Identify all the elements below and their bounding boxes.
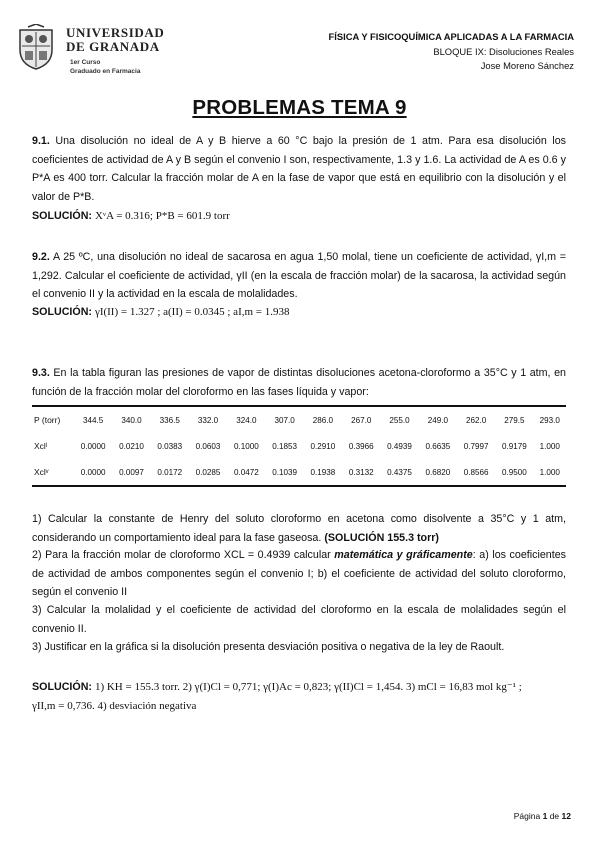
- table-cell: 262.0: [457, 406, 495, 433]
- table-cell: 340.0: [112, 406, 150, 433]
- table-cell: 0.7997: [463, 441, 489, 451]
- table-cell: 0.9500: [495, 459, 533, 486]
- vapor-pressure-table: [32, 405, 566, 487]
- author-name: Jose Moreno Sánchez: [480, 60, 574, 71]
- page-of: de: [547, 811, 562, 821]
- problem-number: 9.1.: [32, 135, 50, 147]
- solution-line1: 1) KH = 155.3 torr. 2) γ(I)Cl = 0,771; γ(I)Ac = 0,823; γ(II)Cl = 1,454. 3) mCl = 16,83 mol kg⁻¹ ;: [94, 681, 522, 693]
- page-number: 1: [542, 811, 548, 821]
- subject-title: FÍSICA Y FISICOQUÍMICA APLICADAS A LA FARMACIA: [328, 31, 574, 42]
- university-name: [66, 26, 164, 54]
- table-cell: 0.3132: [342, 459, 380, 486]
- table-cell: 0.1039: [265, 459, 303, 486]
- page-title: PROBLEMAS TEMA 9: [192, 96, 407, 119]
- table-cell: 0.0172: [151, 459, 189, 486]
- table-cell: 307.0: [265, 406, 303, 433]
- problem-number: 9.3.: [32, 367, 50, 379]
- row-header: Xclᵛ: [32, 459, 74, 486]
- row-header: P (torr): [32, 406, 74, 433]
- question-solution: (SOLUCIÓN 155.3 torr): [324, 531, 439, 544]
- table-cell: 293.0: [534, 406, 566, 433]
- table-cell: 255.0: [380, 406, 418, 433]
- solution-9-1: [32, 210, 230, 222]
- university-line2: DE GRANADA: [66, 39, 160, 54]
- table-row: [32, 459, 566, 486]
- question-text: 3) Justificar en la gráfica si la disolución presenta desviación positiva o negativa de la ley de Raoult.: [32, 641, 505, 653]
- table-cell: 332.0: [189, 406, 227, 433]
- table-cell: 0.6635: [425, 441, 451, 451]
- table-cell: 267.0: [342, 406, 380, 433]
- table-cell: 0.0472: [227, 459, 265, 486]
- solution-9-3: [32, 678, 566, 715]
- question-9-3-3: [32, 601, 566, 638]
- table-cell: 0.0383: [157, 441, 183, 451]
- question-text: 2) Para la fracción molar de cloroformo XCL = 0.4939 calcular: [32, 549, 335, 561]
- course-line1: 1er Curso: [70, 59, 101, 66]
- table-cell: 0.1938: [304, 459, 342, 486]
- table-cell: 0.1000: [233, 441, 259, 451]
- solution-label: SOLUCIÓN:: [32, 306, 92, 318]
- table-cell: 336.5: [151, 406, 189, 433]
- question-9-3-2: [32, 546, 566, 602]
- table-cell: 0.9179: [502, 441, 527, 451]
- table-cell: 0.0097: [112, 459, 150, 486]
- solution-label: SOLUCIÓN:: [32, 210, 92, 222]
- page-label: Página: [513, 811, 543, 821]
- table-row: [32, 406, 566, 433]
- table-cell: 1.000: [539, 441, 560, 451]
- solution-text: γI(II) = 1.327 ; a(II) = 0.0345 ; aI,m = 1.938: [94, 306, 290, 318]
- solution-label: SOLUCIÓN:: [32, 681, 92, 693]
- table-cell: 0.0603: [195, 441, 221, 451]
- table-cell: 0.8566: [457, 459, 495, 486]
- university-line1: UNIVERSIDAD: [66, 25, 165, 40]
- table-cell: 0.4939: [387, 441, 412, 451]
- table-cell: 0.4375: [380, 459, 418, 486]
- table-cell: 279.5: [495, 406, 533, 433]
- problem-text: A 25 ºC, una disolución no ideal de sacarosa en agua 1,50 molal, tiene un coeficiente de actividad, γI,m = 1,292. Calcular el coeficiente de actividad, γII (en la escala de fracción molar) de la sacarosa, la actividad según el convenio II y la actividad en la escala de molalidades.: [32, 251, 566, 300]
- page-total: 12: [561, 811, 571, 821]
- table-cell: 344.5: [74, 406, 112, 433]
- problem-9-1: [32, 132, 566, 206]
- university-crest-logo: [14, 24, 58, 70]
- row-header: Xclˡ: [34, 441, 48, 451]
- table-cell: 1.000: [534, 459, 566, 486]
- table-cell: 0.0285: [189, 459, 227, 486]
- problem-text: Una disolución no ideal de A y B hierve a 60 °C bajo la presión de 1 atm. Para esa disolución los coeficientes de actividad de A y B según el convenio I son, respectivamente, 1.3 y 1.6. La actividad de A es 0.6 y P*A es 400 torr. Calcular la fracción molar de A en la fase de vapor que está en equilibrio con la disolución y el valor de P*B.: [32, 135, 566, 203]
- table-cell: 249.0: [419, 406, 457, 433]
- problem-9-2: [32, 248, 566, 304]
- table-cell: 0.0210: [119, 441, 144, 451]
- question-text-cont: : a) los coeficientes de actividad de ambos componentes según el convenio I; b) el coeficiente de actividad del soluto cloroformo, según el convenio II: [32, 549, 566, 598]
- solution-text: XᵛA = 0.316; P*B = 601.9 torr: [94, 210, 230, 222]
- question-emphasis: matemática y gráficamente: [334, 549, 473, 561]
- problem-number: 9.2.: [32, 251, 50, 263]
- header-right: [329, 30, 575, 74]
- question-9-3-4: [32, 638, 566, 657]
- problem-9-3: [32, 364, 566, 401]
- course-info: [70, 58, 140, 76]
- problem-text: En la tabla figuran las presiones de vapor de distintas disoluciones acetona-cloroformo a 35°C y 1 atm, en función de la fracción molar del cloroformo en las fases líquida y vapor:: [32, 367, 566, 398]
- table-cell: 0.3966: [348, 441, 374, 451]
- question-text: 1) Calcular la constante de Henry del soluto cloroformo en acetona como disolvente a 35°C y 1 atm, considerando un comportamiento ideal para la fase gaseosa.: [32, 513, 566, 544]
- table-cell: 0.6820: [419, 459, 457, 486]
- course-line2: Graduado en Farmacia: [70, 68, 141, 75]
- table-cell: 0.0000: [74, 459, 112, 486]
- table-cell: 0.2910: [310, 441, 336, 451]
- table-cell: 0.1853: [272, 441, 298, 451]
- block-title: BLOQUE IX: Disoluciones Reales: [433, 45, 574, 57]
- solution-9-2: [32, 306, 290, 318]
- table-cell: 286.0: [304, 406, 342, 433]
- solution-line2: γII,m = 0,736. 4) desviación negativa: [32, 699, 197, 712]
- table-cell: 0.0000: [80, 441, 106, 451]
- question-9-3-1: [32, 510, 566, 547]
- table-row: [32, 433, 566, 459]
- table-cell: 324.0: [227, 406, 265, 433]
- page-footer: [514, 811, 571, 821]
- question-text: 3) Calcular la molalidad y el coeficiente de actividad del cloroformo en la escala de molalidades según el convenio II.: [32, 604, 566, 635]
